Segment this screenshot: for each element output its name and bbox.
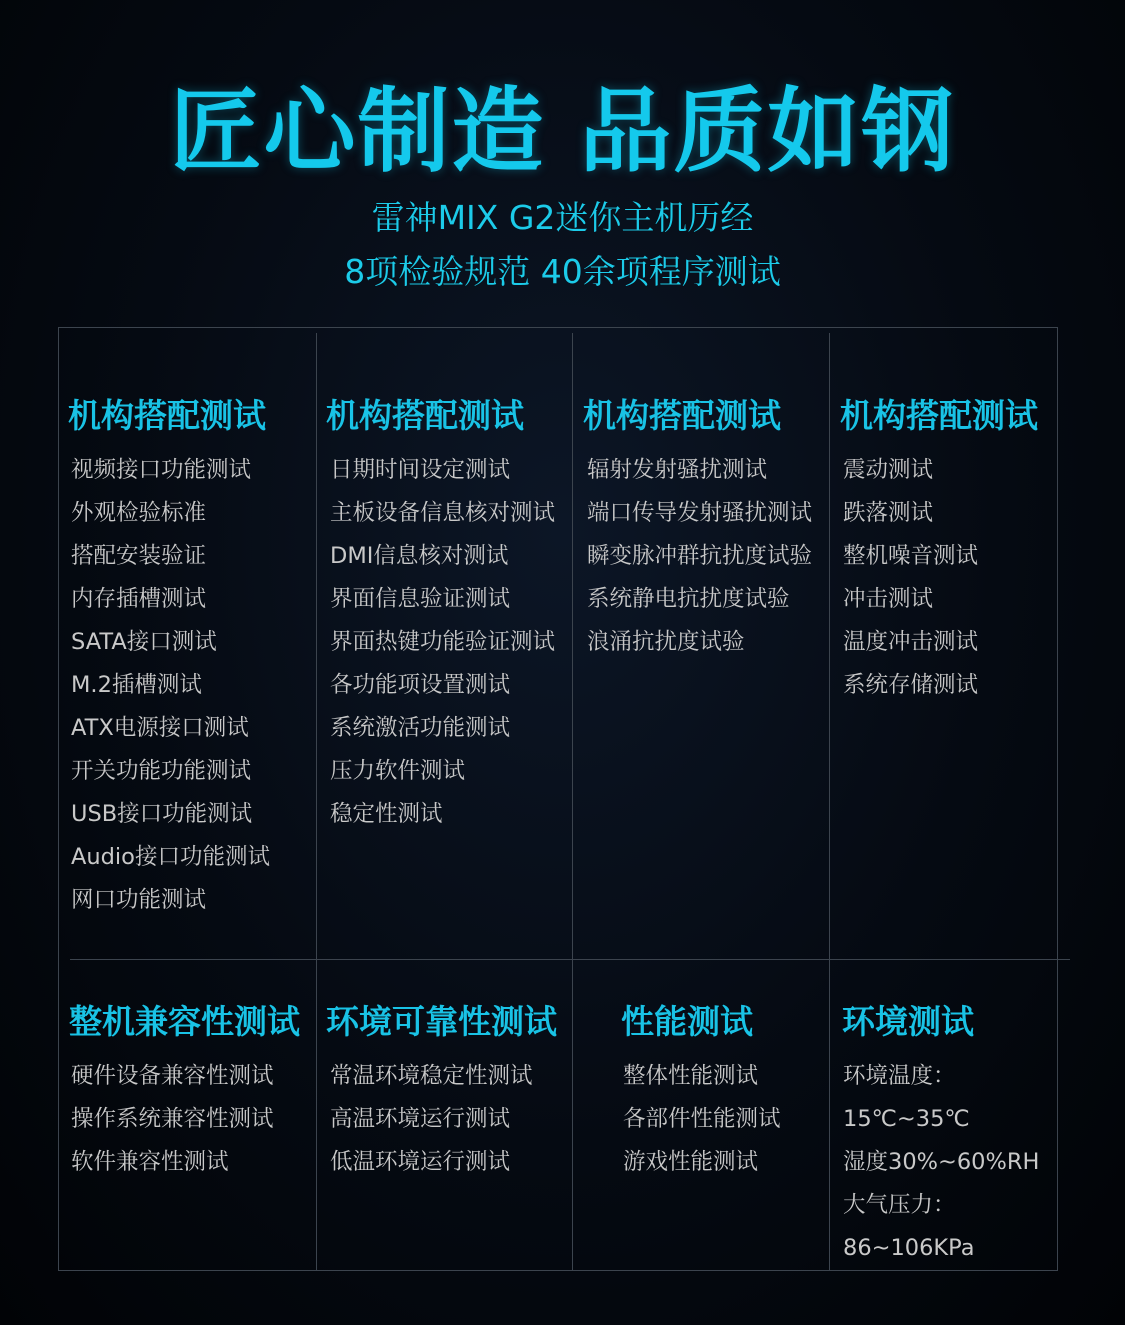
section-title: 机构搭配测试 bbox=[68, 396, 266, 435]
section-title: 环境可靠性测试 bbox=[326, 1002, 557, 1041]
list-item: 硬件设备兼容性测试 bbox=[71, 1063, 274, 1089]
section-item-list bbox=[843, 449, 1038, 707]
section-structure-4 bbox=[840, 390, 1038, 707]
list-item: USB接口功能测试 bbox=[71, 801, 253, 827]
list-item: 端口传导发射骚扰测试 bbox=[587, 500, 813, 526]
grid-middle-divider bbox=[70, 959, 1070, 960]
list-item: 辐射发射骚扰测试 bbox=[587, 457, 768, 483]
list-item: 跌落测试 bbox=[843, 500, 934, 526]
list-item: 各功能项设置测试 bbox=[330, 672, 511, 698]
list-item: 大气压力： bbox=[843, 1192, 956, 1218]
section-item-list bbox=[843, 1055, 1039, 1270]
section-compatibility bbox=[69, 996, 300, 1184]
list-item: 界面热键功能验证测试 bbox=[330, 629, 556, 655]
section-environment bbox=[842, 996, 1039, 1270]
grid-bottom-border bbox=[58, 1270, 1058, 1271]
list-item: 整机噪音测试 bbox=[843, 543, 979, 569]
list-item: 外观检验标准 bbox=[71, 500, 207, 526]
subtitle-line-2: 8项检验规范 40余项程序测试 bbox=[344, 252, 781, 291]
list-item: 系统激活功能测试 bbox=[330, 715, 511, 741]
section-structure-2 bbox=[326, 390, 555, 836]
list-item: 整体性能测试 bbox=[623, 1063, 759, 1089]
section-item-list bbox=[71, 449, 270, 922]
list-item: 15℃~35℃ bbox=[843, 1106, 970, 1132]
section-title: 性能测试 bbox=[621, 1002, 753, 1041]
list-item: 各部件性能测试 bbox=[623, 1106, 781, 1132]
section-structure-1 bbox=[68, 390, 270, 922]
grid-divider-1 bbox=[316, 333, 317, 1271]
list-item: 系统静电抗扰度试验 bbox=[587, 586, 790, 612]
list-item: 软件兼容性测试 bbox=[71, 1149, 229, 1175]
list-item: 主板设备信息核对测试 bbox=[330, 500, 556, 526]
list-item: 游戏性能测试 bbox=[623, 1149, 759, 1175]
subtitle-line-1: 雷神MIX G2迷你主机历经 bbox=[371, 198, 754, 237]
list-item: 震动测试 bbox=[843, 457, 934, 483]
list-item: SATA接口测试 bbox=[71, 629, 217, 655]
list-item: 稳定性测试 bbox=[330, 801, 443, 827]
list-item: 操作系统兼容性测试 bbox=[71, 1106, 274, 1132]
list-item: 界面信息验证测试 bbox=[330, 586, 511, 612]
grid-divider-2 bbox=[572, 333, 573, 1271]
section-item-list bbox=[330, 449, 555, 836]
section-title: 机构搭配测试 bbox=[840, 396, 1038, 435]
section-performance bbox=[621, 996, 781, 1184]
section-title: 环境测试 bbox=[842, 1002, 974, 1041]
list-item: DMI信息核对测试 bbox=[330, 543, 509, 569]
list-item: 日期时间设定测试 bbox=[330, 457, 511, 483]
list-item: 冲击测试 bbox=[843, 586, 934, 612]
grid-divider-3 bbox=[829, 333, 830, 1271]
section-item-list bbox=[623, 1055, 781, 1184]
list-item: 网口功能测试 bbox=[71, 887, 207, 913]
list-item: 开关功能功能测试 bbox=[71, 758, 252, 784]
section-item-list bbox=[330, 1055, 557, 1184]
section-item-list bbox=[71, 1055, 300, 1184]
list-item: 瞬变脉冲群抗扰度试验 bbox=[587, 543, 813, 569]
list-item: M.2插槽测试 bbox=[71, 672, 202, 698]
section-reliability bbox=[326, 996, 557, 1184]
section-title: 整机兼容性测试 bbox=[69, 1002, 300, 1041]
section-structure-3 bbox=[583, 390, 812, 664]
grid-top-border bbox=[58, 327, 1058, 328]
grid-right-border bbox=[1057, 327, 1058, 1271]
list-item: 压力软件测试 bbox=[330, 758, 466, 784]
list-item: 环境温度： bbox=[843, 1063, 956, 1089]
list-item: ATX电源接口测试 bbox=[71, 715, 249, 741]
list-item: 温度冲击测试 bbox=[843, 629, 979, 655]
list-item: 高温环境运行测试 bbox=[330, 1106, 511, 1132]
list-item: 内存插槽测试 bbox=[71, 586, 207, 612]
grid-left-border bbox=[58, 327, 59, 1271]
list-item: 低温环境运行测试 bbox=[330, 1149, 511, 1175]
list-item: 86~106KPa bbox=[843, 1235, 975, 1261]
list-item: 系统存储测试 bbox=[843, 672, 979, 698]
list-item: 视频接口功能测试 bbox=[71, 457, 252, 483]
list-item: 常温环境稳定性测试 bbox=[330, 1063, 533, 1089]
section-title: 机构搭配测试 bbox=[326, 396, 524, 435]
page-title: 匠心制造 品质如钢 bbox=[169, 78, 956, 185]
section-title: 机构搭配测试 bbox=[583, 396, 781, 435]
list-item: 湿度30%~60%RH bbox=[843, 1149, 1040, 1175]
list-item: 搭配安装验证 bbox=[71, 543, 207, 569]
list-item: Audio接口功能测试 bbox=[71, 844, 270, 870]
section-item-list bbox=[587, 449, 812, 664]
list-item: 浪涌抗扰度试验 bbox=[587, 629, 745, 655]
